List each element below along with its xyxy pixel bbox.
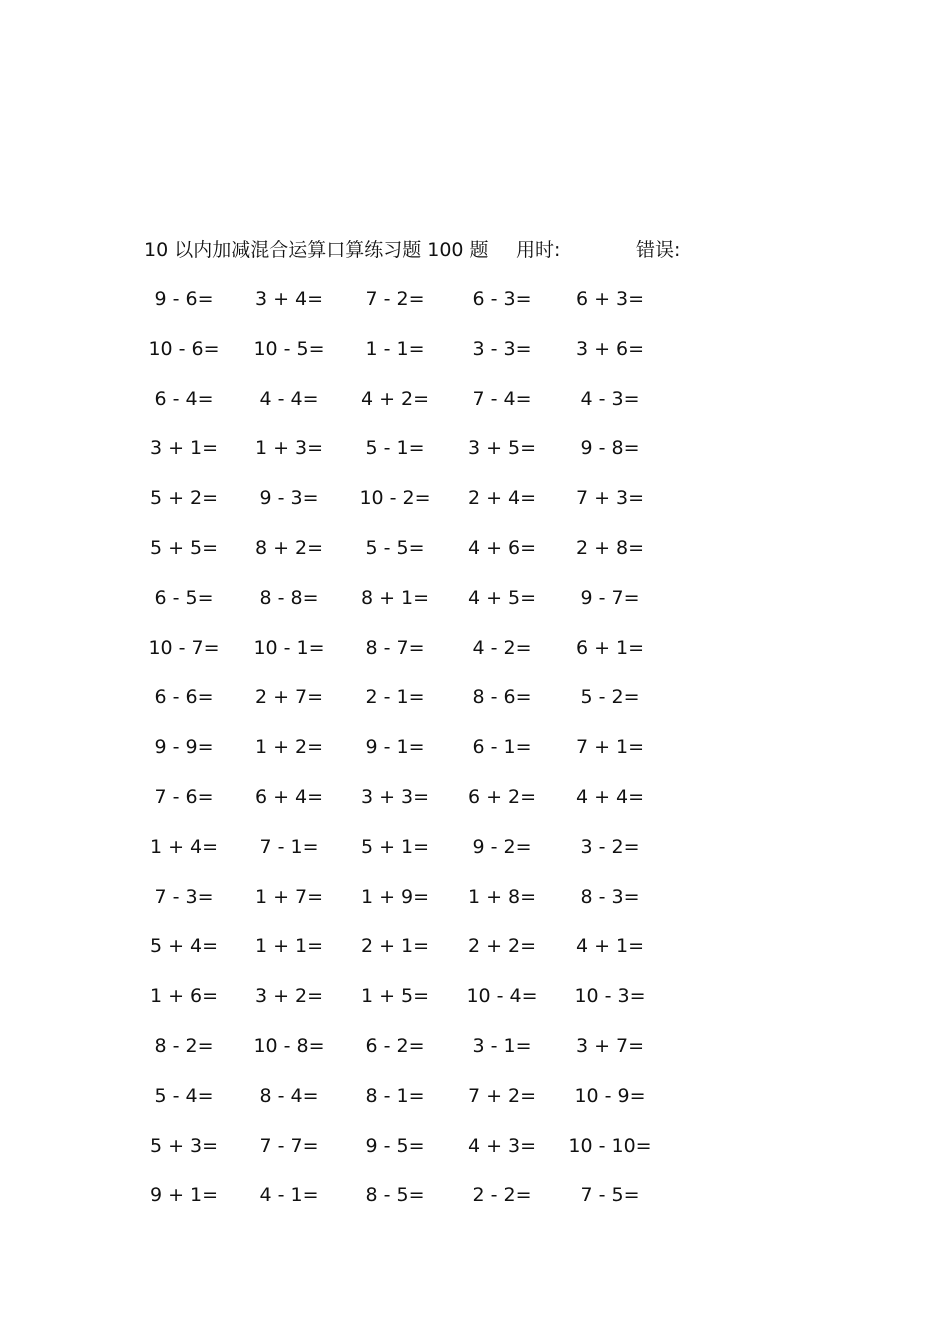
problem-item: 8 - 7= — [365, 636, 425, 659]
problem-item: 1 + 7= — [254, 885, 324, 908]
problem-item: 8 + 1= — [360, 586, 430, 609]
time-used-label: 用时: — [516, 239, 561, 261]
problem-item: 3 + 7= — [575, 1035, 645, 1057]
problem-item: 5 - 4= — [154, 1084, 214, 1107]
problem-item: 2 - 2= — [472, 1184, 532, 1207]
problem-item: 7 + 1= — [575, 736, 645, 759]
problem-item: 2 + 1= — [360, 935, 430, 958]
problem-row — [0, 782, 950, 812]
problem-item: 3 + 4= — [254, 288, 324, 310]
problem-item: 7 - 1= — [259, 835, 319, 858]
problem-item: 6 - 4= — [154, 387, 214, 410]
problem-item: 10 - 2= — [359, 487, 431, 510]
problem-item: 10 - 1= — [253, 636, 325, 659]
problem-item: 5 - 1= — [365, 437, 425, 460]
problem-item: 3 + 6= — [575, 337, 645, 360]
problem-item: 1 + 9= — [360, 885, 430, 908]
problem-item: 4 + 6= — [467, 537, 537, 559]
problem-item: 7 + 2= — [467, 1084, 537, 1107]
problem-item: 3 - 3= — [472, 337, 532, 360]
problem-item: 10 - 10= — [568, 1134, 652, 1157]
problem-item: 2 + 4= — [467, 487, 537, 510]
problem-item: 3 + 1= — [149, 437, 219, 460]
problem-item: 6 - 5= — [154, 586, 214, 609]
problem-item: 4 + 3= — [467, 1134, 537, 1157]
problem-item: 8 + 2= — [254, 537, 324, 559]
problem-item: 7 - 3= — [154, 885, 214, 908]
problem-item: 10 - 8= — [253, 1035, 325, 1057]
problem-row — [0, 1081, 950, 1111]
problem-item: 5 + 3= — [149, 1134, 219, 1157]
problem-item: 9 - 8= — [580, 437, 640, 460]
problem-row — [0, 384, 950, 414]
problem-item: 9 - 3= — [259, 487, 319, 510]
problem-item: 4 - 3= — [580, 387, 640, 410]
problem-row — [0, 583, 950, 613]
problem-row — [0, 533, 950, 563]
problem-item: 3 + 5= — [467, 437, 537, 460]
problem-item: 1 + 2= — [254, 736, 324, 759]
problem-row — [0, 732, 950, 762]
problem-item: 8 - 5= — [365, 1184, 425, 1207]
problem-item: 3 + 2= — [254, 985, 324, 1008]
problem-item: 1 + 4= — [149, 835, 219, 858]
problem-item: 2 + 7= — [254, 686, 324, 709]
problem-row — [0, 1180, 950, 1210]
worksheet-title: 10 以内加减混合运算口算练习题 100 题 — [144, 239, 489, 261]
problem-item: 5 + 1= — [360, 835, 430, 858]
problem-item: 1 + 1= — [254, 935, 324, 958]
problem-item: 10 - 7= — [148, 636, 220, 659]
problem-item: 7 - 7= — [259, 1134, 319, 1157]
problem-row — [0, 832, 950, 862]
problem-item: 9 - 7= — [580, 586, 640, 609]
problem-item: 8 - 8= — [259, 586, 319, 609]
problem-item: 4 + 5= — [467, 586, 537, 609]
problem-item: 6 + 3= — [575, 288, 645, 310]
problem-item: 6 - 2= — [365, 1035, 425, 1057]
problem-item: 2 + 8= — [575, 537, 645, 559]
problem-item: 3 - 2= — [580, 835, 640, 858]
problem-item: 7 - 4= — [472, 387, 532, 410]
problem-item: 3 + 3= — [360, 786, 430, 808]
problem-item: 6 - 6= — [154, 686, 214, 709]
problem-item: 9 - 1= — [365, 736, 425, 759]
problem-item: 10 - 6= — [148, 337, 220, 360]
problem-item: 8 - 4= — [259, 1084, 319, 1107]
problem-item: 7 + 3= — [575, 487, 645, 510]
problem-item: 10 - 4= — [466, 985, 538, 1008]
problem-row — [0, 882, 950, 912]
problem-item: 1 + 6= — [149, 985, 219, 1008]
problem-item: 4 + 4= — [575, 786, 645, 808]
problem-item: 3 - 1= — [472, 1035, 532, 1057]
problem-item: 4 + 2= — [360, 387, 430, 410]
problem-item: 10 - 3= — [574, 985, 646, 1008]
problem-item: 6 + 4= — [254, 786, 324, 808]
errors-label: 错误: — [636, 239, 681, 261]
problem-item: 9 - 2= — [472, 835, 532, 858]
problem-row — [0, 1131, 950, 1161]
problem-item: 8 - 2= — [154, 1035, 214, 1057]
problem-item: 6 + 2= — [467, 786, 537, 808]
problem-item: 7 - 6= — [154, 786, 214, 808]
problem-item: 8 - 1= — [365, 1084, 425, 1107]
problem-row — [0, 483, 950, 513]
problem-item: 7 - 5= — [580, 1184, 640, 1207]
problem-item: 4 - 4= — [259, 387, 319, 410]
problem-item: 8 - 3= — [580, 885, 640, 908]
problem-item: 9 - 5= — [365, 1134, 425, 1157]
problem-row — [0, 682, 950, 712]
problem-row — [0, 433, 950, 463]
problem-item: 4 + 1= — [575, 935, 645, 958]
problem-item: 4 - 1= — [259, 1184, 319, 1207]
problem-item: 6 - 1= — [472, 736, 532, 759]
problem-item: 9 - 6= — [154, 288, 214, 310]
problem-item: 9 - 9= — [154, 736, 214, 759]
problem-item: 6 + 1= — [575, 636, 645, 659]
problem-item: 8 - 6= — [472, 686, 532, 709]
problem-row — [0, 931, 950, 961]
problem-item: 1 + 3= — [254, 437, 324, 460]
problem-row — [0, 284, 950, 314]
problem-item: 5 + 4= — [149, 935, 219, 958]
problem-item: 9 + 1= — [149, 1184, 219, 1207]
problem-item: 5 + 5= — [149, 537, 219, 559]
problem-item: 5 - 2= — [580, 686, 640, 709]
problem-item: 5 - 5= — [365, 537, 425, 559]
problem-item: 2 + 2= — [467, 935, 537, 958]
problem-row — [0, 334, 950, 364]
problem-item: 5 + 2= — [149, 487, 219, 510]
problem-item: 1 - 1= — [365, 337, 425, 360]
problem-row — [0, 1031, 950, 1061]
problem-item: 1 + 8= — [467, 885, 537, 908]
problem-item: 4 - 2= — [472, 636, 532, 659]
problem-item: 6 - 3= — [472, 288, 532, 310]
problem-item: 7 - 2= — [365, 288, 425, 310]
problem-row — [0, 633, 950, 663]
problem-item: 1 + 5= — [360, 985, 430, 1008]
problem-item: 10 - 9= — [574, 1084, 646, 1107]
problem-row — [0, 981, 950, 1011]
problem-item: 10 - 5= — [253, 337, 325, 360]
problem-item: 2 - 1= — [365, 686, 425, 709]
